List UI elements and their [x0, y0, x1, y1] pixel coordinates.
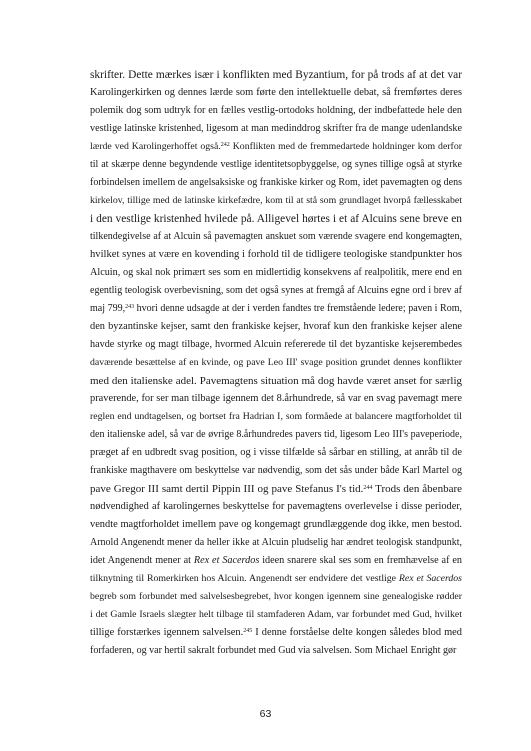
text-line	[90, 192, 462, 210]
footnote-marker: 242	[220, 142, 230, 148]
text-segment: nødvendighed af karolingernes beskyttelse for pavemagtens overlevelse i disse perioder,	[90, 501, 462, 512]
text-line	[90, 354, 462, 372]
text-line	[90, 228, 462, 246]
text-line	[90, 156, 462, 174]
text-line	[90, 444, 462, 462]
footnote-marker: 244	[363, 485, 373, 491]
text-line	[90, 552, 462, 570]
text-line	[90, 462, 462, 480]
text-line	[90, 102, 462, 120]
text-line	[90, 264, 462, 282]
text-segment: tilkendegivelse af at Alcuin så pavemagten anskuet som værende svagere end kongemagten,	[90, 231, 462, 242]
text-segment: daværende besættelse af en kvinde, og pave Leo III' svage position grundet dennes konflikter	[90, 357, 462, 368]
text-segment: vendte magtforholdet imellem pave og kongemagt grundlæggende dog ikke, men bestod.	[90, 519, 462, 530]
text-line	[90, 426, 462, 444]
text-segment: kirkelov, tillige med de latinske kirkefædre, kom til at stå som grundlaget hvorpå fællesskabet	[90, 195, 462, 206]
text-segment: Karolingerkirken og dennes lærde som førte den intellektuelle debat, så fremførtes deres	[90, 87, 462, 98]
text-line	[90, 408, 462, 426]
text-segment: til at skærpe denne begyndende vestlige identitetsopbyggelse, og synes tillige også at styrke	[90, 159, 462, 170]
body-text	[90, 66, 462, 660]
text-segment: forbindelsen imellem de angelsaksiske og frankiske kirker og Rom, idet pavemagten og dens	[90, 177, 462, 188]
text-line	[90, 84, 462, 102]
text-segment: Arnold Angenendt mener da heller ikke at Alcuin pludselig har ændret teologisk standpunkt,	[90, 537, 462, 548]
page-number: 63	[259, 708, 272, 720]
text-segment: tillige forstærkes igennem salvelsen.	[90, 627, 244, 638]
text-segment: vestlige latinske kristenhed, ligesom at man medinddrog skrifter fra de mange udenlandske	[90, 123, 462, 134]
text-segment: præget af en udbredt svag position, og i visse tilfælde så sårbar en stilling, at anråb til de	[90, 447, 462, 458]
text-segment: maj 799,	[90, 303, 126, 314]
text-segment: havde styrke og magt tilbage, hvormed Alcuin refererede til det byzantiske kejserembedes	[90, 339, 462, 350]
text-segment: tilknytning til Romerkirken hos Alcuin. Angenendt ser endvidere det vestlige	[90, 573, 399, 584]
text-line	[90, 534, 462, 552]
text-segment: egentlig teologisk overbevisning, som det også synes at fremgå af Alcuins egne ord i brev af	[90, 285, 462, 296]
text-line	[90, 588, 462, 606]
text-line	[90, 138, 462, 156]
footnote-marker: 245	[243, 628, 253, 634]
italic-term: Rex et Sacerdos	[193, 555, 260, 566]
text-line	[90, 390, 462, 408]
text-segment: reglen end undtagelsen, og bortset fra Hadrian I, som formåede at balancere magtforholdet til	[90, 411, 462, 422]
text-line	[90, 624, 462, 642]
text-line	[90, 174, 462, 192]
text-segment: praverende, for ser man tilbage igennem det 8.århundrede, så var en svag pavemagt mere	[90, 393, 462, 404]
footnote-marker: 243	[125, 304, 135, 310]
text-line	[90, 66, 462, 84]
text-segment: Konflikten med de fremmedartede holdninger kom derfor	[229, 141, 462, 152]
text-segment: i det Gamle Israels slægter helt tilbage til stamfaderen Adam, var forbundet med Gud, hvilket	[90, 609, 462, 620]
text-line	[90, 282, 462, 300]
text-segment: pave Gregor III samt dertil Pippin III og pave Stefanus I's tid.	[90, 483, 364, 495]
text-segment: forfaderen, og var hertil sakralt forbundet med Gud via salvelsen. Som Michael Enright gør	[90, 645, 457, 656]
text-segment: skrifter. Dette mærkes især i konflikten med Byzantium, for på trods af at det var	[90, 69, 462, 81]
text-segment: i den vestlige kristenhed hvilede på. Alligevel hørtes i et af Alcuins sene breve en	[90, 213, 462, 225]
text-segment: den italienske adel, så var de øvrige 8.århundredes pavers tid, ligesom Leo III's paveperiode,	[90, 429, 462, 440]
text-line	[90, 300, 462, 318]
text-segment: polemik dog som udtryk for en fælles vestlig-ortodoks holdning, der indbefattede hele den	[90, 105, 462, 116]
text-line	[90, 480, 462, 498]
text-segment: Trods den åbenbare	[372, 483, 462, 495]
text-segment: I denne forståelse delte kongen således blod med	[252, 627, 462, 638]
text-line	[90, 570, 462, 588]
text-segment: hvori denne udsagde at der i verden fandtes tre fremstående ledere; paven i Rom,	[134, 303, 462, 314]
text-line	[90, 120, 462, 138]
text-line	[90, 642, 462, 660]
text-segment: begreb som forbundet med salvelsesbegrebet, hvor kongen igennem sine genealogiske rødder	[90, 591, 462, 602]
text-line	[90, 336, 462, 354]
text-segment: Alcuin, og skal nok primært ses som en midlertidig konsekvens af realpolitik, mere end en	[90, 267, 462, 278]
text-line	[90, 318, 462, 336]
text-segment: med den italienske adel. Pavemagtens situation må dog havde været anset for særlig	[90, 375, 462, 387]
text-line	[90, 606, 462, 624]
text-segment: ideen snarere skal ses som en fremhævelse af en	[259, 555, 463, 566]
text-line	[90, 372, 462, 390]
text-line	[90, 498, 462, 516]
text-line	[90, 246, 462, 264]
text-line	[90, 516, 462, 534]
text-segment: hvilket synes at være en kovending i forhold til de tidligere teologiske standpunkter hos	[90, 249, 462, 260]
italic-term: Rex et Sacerdos	[398, 573, 462, 584]
text-segment: den byzantinske kejser, samt den frankiske kejser, hvoraf kun den frankiske kejser alene	[90, 321, 462, 332]
text-segment: idet Angenendt mener at	[90, 555, 194, 566]
text-segment: lærde ved Karolingerhoffet også.	[90, 141, 221, 152]
text-segment: frankiske magthavere om beskyttelse var nødvendig, som det sås under både Karl Martel og	[90, 465, 462, 476]
text-line	[90, 210, 462, 228]
